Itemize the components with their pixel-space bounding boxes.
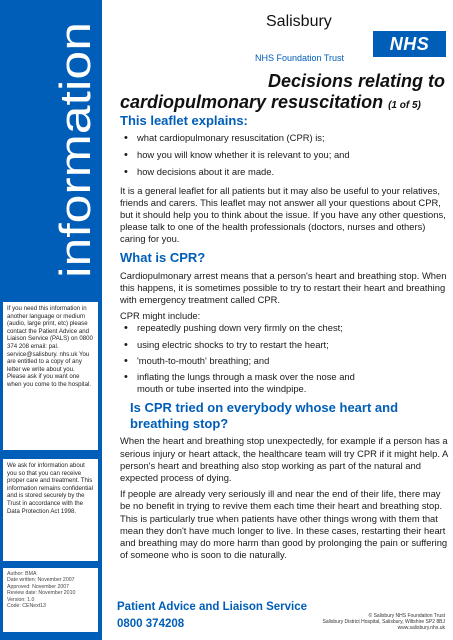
sidebar bbox=[0, 0, 102, 640]
list-item: • 'mouth-to-mouth' breathing; and bbox=[120, 355, 448, 367]
address: Salisbury District Hospital, Salisbury, Wiltshire SP2 8BJ bbox=[322, 619, 445, 626]
pals-phone: 0800 374208 bbox=[117, 618, 185, 630]
cpr-everybody-p2: If people are already very seriously ill and near the end of their life, there may be no benefit in trying to revive them each time their heart and breathing stop. This is particularly true when patients have other things wrong with them that mean they don't have much longer to live. In these cases, restarting their heart and breathing may do more harm than good by prolonging the pain or suffering of someone who is soon to die naturally. bbox=[120, 488, 448, 561]
list-item: • using electric shocks to try to restart the heart; bbox=[120, 339, 448, 351]
data-protection-text: We ask for information about you so that you can receive proper care and treatment. This information remains confidential and is stored securely by the Trust in accordance with the Data Protection Act 1998. bbox=[7, 462, 94, 515]
list-item: • inflating the lungs through a mask over the nose and mouth or tube inserted into the windpipe. bbox=[120, 371, 448, 395]
list-item: • how decisions about it are made. bbox=[120, 166, 448, 178]
page-title-line2 bbox=[120, 92, 421, 113]
footer-address bbox=[323, 613, 445, 632]
meta-version: Version: 1.0 bbox=[7, 596, 35, 603]
vertical-title-text: information bbox=[51, 60, 100, 278]
list-item: • what cardiopulmonary resuscitation (CPR) is; bbox=[120, 132, 448, 144]
org-name: Salisbury bbox=[266, 13, 332, 30]
explains-heading: This leaflet explains: bbox=[120, 113, 248, 128]
meta-author: Author: BMA bbox=[7, 571, 37, 577]
website-link[interactable]: www.salisbury.nhs.uk bbox=[397, 625, 445, 632]
trust-name: NHS Foundation Trust bbox=[255, 53, 345, 63]
document-meta-box bbox=[3, 568, 98, 632]
explains-list bbox=[120, 132, 448, 179]
page-title-text: cardiopulmonary resuscitation bbox=[120, 92, 384, 112]
meta-date-written: Date written: November 2007 bbox=[7, 577, 75, 584]
list-item: • how you will know whether it is relevant to you; and bbox=[120, 149, 448, 161]
intro-paragraph: It is a general leaflet for all patients but it may also be useful to your relatives, friends and carers. This leaflet may not answer all your questions about CPR, but it should help you to think about the issue. If you have any other questions, please talk to one of the health professionals (doctors, nurses and others) caring for you. bbox=[120, 184, 446, 245]
meta-approved: Approved: November 2007 bbox=[7, 583, 69, 590]
what-is-cpr-heading: What is CPR? bbox=[120, 249, 206, 265]
what-is-cpr-text: Cardiopulmonary arrest means that a person's heart and breathing stop. When this happens, it is sometimes possible to try to restart their heart and breathing with emergency treatment called CPR. bbox=[120, 269, 447, 306]
copyright: © Salisbury NHS Foundation Trust bbox=[368, 613, 445, 619]
nhs-logo: NHS bbox=[373, 31, 446, 57]
main-content bbox=[120, 113, 448, 561]
language-info-box bbox=[3, 302, 98, 450]
meta-review-date: Review date: November 2010 bbox=[7, 590, 76, 597]
page-indicator: (1 of 5) bbox=[388, 100, 421, 111]
list-item: • repeatedly pushing down very firmly on the chest; bbox=[120, 322, 448, 334]
vertical-title bbox=[2, 20, 102, 280]
cpr-everybody-heading: Is CPR tried on everybody whose heart and breathing stop? bbox=[130, 400, 399, 432]
cpr-everybody-p1: When the heart and breathing stop unexpectedly, for example if a person has a serious injury or heart attack, the healthcare team will try CPR if it might help. A person's heart and breathing also stop working as part of the natural and expected process of dying. bbox=[120, 435, 448, 484]
cpr-list bbox=[120, 322, 448, 395]
pals-title: Patient Advice and Liaison Service bbox=[117, 601, 308, 613]
data-protection-box bbox=[3, 459, 98, 561]
meta-code: Code: CENext13 bbox=[7, 603, 46, 610]
cpr-might-include: CPR might include: bbox=[120, 310, 201, 322]
page-title-line1: Decisions relating to bbox=[267, 71, 445, 91]
language-info-text: If you need this information in another language or medium (audio, large print, etc) please contact the Patient Advice and Liaison Service (PALS) on 0800 374 208 email: pal. service@salisbury. nhs.uk You are entitled to a copy of any letter we write about you. Please ask if you want one when you come to the hospital. bbox=[7, 305, 93, 388]
